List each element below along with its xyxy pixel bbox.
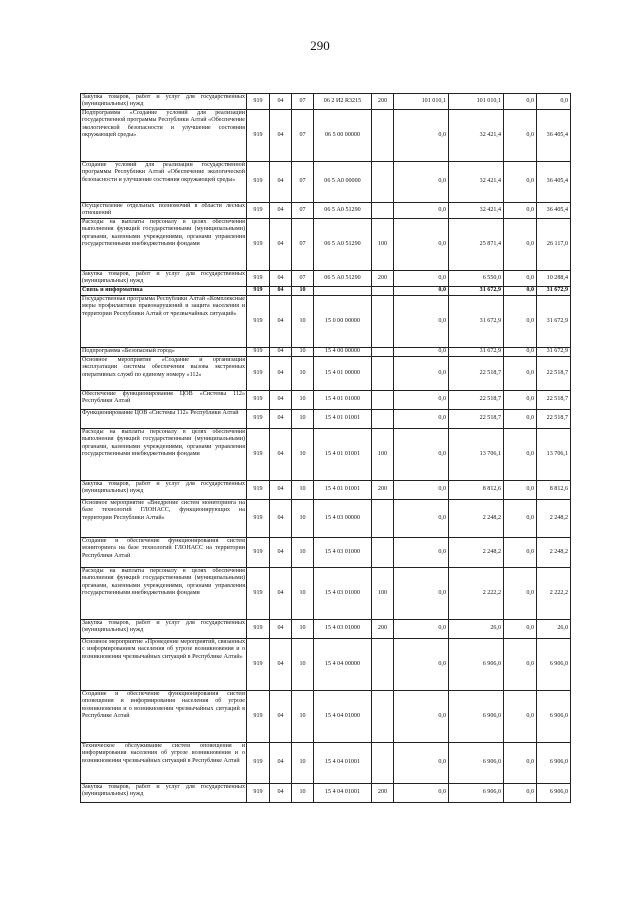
row-grbs-cell: 919 <box>247 481 270 500</box>
row-name-cell: Обеспечение функционирования ЦОВ «Системы 112» Республики Алтай <box>81 391 247 410</box>
row-sum-4-cell: 2 248,2 <box>537 538 571 568</box>
row-grbs-cell: 919 <box>247 219 270 271</box>
row-sum-3-cell: 0,0 <box>504 429 537 481</box>
table-row <box>81 743 571 784</box>
row-target-article-cell: 15 4 04 01001 <box>314 784 372 803</box>
row-subsection-cell: 10 <box>292 743 314 784</box>
row-sum-2-cell: 101 010,1 <box>449 94 504 110</box>
row-name-cell: Закупка товаров, работ и услуг для государственных (муниципальных) нужд <box>81 620 247 639</box>
row-target-article-cell: 15 4 04 01001 <box>314 743 372 784</box>
row-sum-3-cell: 0,0 <box>504 271 537 287</box>
row-sum-4-cell: 31 672,9 <box>537 287 571 296</box>
row-target-article-cell: 15 4 01 01001 <box>314 481 372 500</box>
row-subsection-cell: 10 <box>292 620 314 639</box>
row-sum-4-cell: 6 906,0 <box>537 743 571 784</box>
row-grbs-cell: 919 <box>247 691 270 743</box>
row-sum-2-cell: 25 871,4 <box>449 219 504 271</box>
row-sum-2-cell: 6 906,0 <box>449 639 504 691</box>
row-expense-type-cell <box>372 410 394 429</box>
table-row <box>81 296 571 348</box>
row-sum-2-cell: 2 248,2 <box>449 500 504 538</box>
row-section-cell: 04 <box>270 271 292 287</box>
row-sum-2-cell: 6 550,0 <box>449 271 504 287</box>
row-expense-type-cell: 200 <box>372 94 394 110</box>
row-subsection-cell: 10 <box>292 410 314 429</box>
budget-table-body <box>81 94 571 803</box>
row-subsection-cell: 10 <box>292 784 314 803</box>
row-grbs-cell: 919 <box>247 639 270 691</box>
row-subsection-cell: 10 <box>292 639 314 691</box>
row-grbs-cell: 919 <box>247 429 270 481</box>
row-grbs-cell: 919 <box>247 743 270 784</box>
row-sum-3-cell: 0,0 <box>504 568 537 620</box>
row-grbs-cell: 919 <box>247 287 270 296</box>
row-grbs-cell: 919 <box>247 568 270 620</box>
row-target-article-cell <box>314 287 372 296</box>
row-expense-type-cell: 100 <box>372 568 394 620</box>
row-name-cell: Расходы на выплаты персоналу в целях обеспечения выполнения функций государственными (муниципальными) органами, казенными учреждениями, органами управления государственными внебюджетными фондами <box>81 219 247 271</box>
row-name-cell: Основное мероприятие «Внедрение систем мониторинга на базе технологий ГЛОНАСС, функционирующих на территории Республики Алтай» <box>81 500 247 538</box>
row-name-cell: Создание и обеспечение функционирования систем мониторинга на базе технологий ГЛОНАСС на территории Республики Алтай <box>81 538 247 568</box>
row-subsection-cell: 07 <box>292 110 314 162</box>
table-row <box>81 568 571 620</box>
row-target-article-cell: 06 5 00 00000 <box>314 110 372 162</box>
row-sum-3-cell: 0,0 <box>504 348 537 357</box>
row-section-cell: 04 <box>270 391 292 410</box>
row-sum-1-cell: 0,0 <box>394 162 449 203</box>
table-row <box>81 620 571 639</box>
table-row <box>81 429 571 481</box>
row-subsection-cell: 07 <box>292 271 314 287</box>
table-row <box>81 271 571 287</box>
row-target-article-cell: 06 5 А0 51290 <box>314 203 372 219</box>
row-sum-1-cell: 0,0 <box>394 691 449 743</box>
row-sum-3-cell: 0,0 <box>504 357 537 391</box>
row-sum-3-cell: 0,0 <box>504 639 537 691</box>
row-target-article-cell: 06 5 А0 00000 <box>314 162 372 203</box>
row-sum-1-cell: 0,0 <box>394 429 449 481</box>
row-sum-4-cell: 6 906,0 <box>537 639 571 691</box>
row-section-cell: 04 <box>270 500 292 538</box>
row-sum-3-cell: 0,0 <box>504 481 537 500</box>
row-target-article-cell: 06 2 И2 R3215 <box>314 94 372 110</box>
row-sum-2-cell: 22 518,7 <box>449 410 504 429</box>
table-row <box>81 500 571 538</box>
row-grbs-cell: 919 <box>247 162 270 203</box>
row-section-cell: 04 <box>270 481 292 500</box>
row-sum-3-cell: 0,0 <box>504 500 537 538</box>
row-section-cell: 04 <box>270 620 292 639</box>
row-target-article-cell: 15 4 03 00000 <box>314 500 372 538</box>
row-subsection-cell: 10 <box>292 481 314 500</box>
row-sum-4-cell: 31 672,9 <box>537 348 571 357</box>
row-name-cell: Основное мероприятие «Проведение мероприятий, связанных с информированием населения об угрозе возникновения и о возникновении чрезвычайных ситуаций в Республике Алтай» <box>81 639 247 691</box>
row-subsection-cell: 10 <box>292 538 314 568</box>
row-sum-2-cell: 31 672,9 <box>449 296 504 348</box>
row-sum-1-cell: 0,0 <box>394 287 449 296</box>
row-sum-2-cell: 32 421,4 <box>449 203 504 219</box>
row-grbs-cell: 919 <box>247 620 270 639</box>
row-section-cell: 04 <box>270 203 292 219</box>
row-sum-4-cell: 2 222,2 <box>537 568 571 620</box>
row-section-cell: 04 <box>270 348 292 357</box>
row-sum-1-cell: 0,0 <box>394 481 449 500</box>
row-target-article-cell: 15 4 04 01000 <box>314 691 372 743</box>
row-sum-2-cell: 26,0 <box>449 620 504 639</box>
table-row <box>81 287 571 296</box>
row-subsection-cell: 07 <box>292 203 314 219</box>
row-name-cell: Техническое обслуживание систем оповещения и информирования населения об угрозе возникновения и о возникновении чрезвычайных ситуаций в Республике Алтай <box>81 743 247 784</box>
table-row <box>81 639 571 691</box>
row-expense-type-cell <box>372 203 394 219</box>
row-sum-4-cell: 6 906,0 <box>537 691 571 743</box>
row-name-cell: Государственная программа Республики Алтай «Комплексные меры профилактики правонарушений и защита населения и территории Республики Алтай от чрезвычайных ситуаций» <box>81 296 247 348</box>
row-section-cell: 04 <box>270 94 292 110</box>
row-target-article-cell: 15 4 04 00000 <box>314 639 372 691</box>
row-sum-2-cell: 13 706,1 <box>449 429 504 481</box>
row-section-cell: 04 <box>270 410 292 429</box>
row-sum-3-cell: 0,0 <box>504 203 537 219</box>
row-sum-4-cell: 36 405,4 <box>537 162 571 203</box>
row-expense-type-cell <box>372 743 394 784</box>
row-sum-4-cell: 36 405,4 <box>537 203 571 219</box>
row-sum-2-cell: 2 248,2 <box>449 538 504 568</box>
row-grbs-cell: 919 <box>247 357 270 391</box>
row-sum-2-cell: 31 672,9 <box>449 287 504 296</box>
row-target-article-cell: 15 4 03 01000 <box>314 568 372 620</box>
row-sum-2-cell: 22 518,7 <box>449 391 504 410</box>
row-target-article-cell: 06 5 А0 51290 <box>314 219 372 271</box>
row-section-cell: 04 <box>270 162 292 203</box>
row-expense-type-cell <box>372 691 394 743</box>
row-sum-4-cell: 10 288,4 <box>537 271 571 287</box>
row-expense-type-cell <box>372 500 394 538</box>
row-expense-type-cell <box>372 357 394 391</box>
row-section-cell: 04 <box>270 691 292 743</box>
row-grbs-cell: 919 <box>247 94 270 110</box>
row-sum-3-cell: 0,0 <box>504 691 537 743</box>
row-sum-2-cell: 22 518,7 <box>449 357 504 391</box>
row-name-cell: Закупка товаров, работ и услуг для государственных (муниципальных) нужд <box>81 94 247 110</box>
row-name-cell: Связь и информатика <box>81 287 247 296</box>
row-name-cell: Основное мероприятие «Создание и организация эксплуатации системы обеспечения вызова экстренных оперативных служб по единому номеру «112» <box>81 357 247 391</box>
row-sum-4-cell: 13 706,1 <box>537 429 571 481</box>
table-row <box>81 203 571 219</box>
row-name-cell: Расходы на выплаты персоналу в целях обеспечения выполнения функций государственными (муниципальными) органами, казенными учреждениями, органами управления государственными внебюджетными фондами <box>81 429 247 481</box>
row-sum-4-cell: 36 405,4 <box>537 110 571 162</box>
table-row <box>81 219 571 271</box>
row-subsection-cell: 10 <box>292 568 314 620</box>
row-sum-1-cell: 0,0 <box>394 357 449 391</box>
row-subsection-cell: 10 <box>292 691 314 743</box>
row-section-cell: 04 <box>270 568 292 620</box>
row-expense-type-cell: 200 <box>372 784 394 803</box>
row-section-cell: 04 <box>270 296 292 348</box>
row-sum-3-cell: 0,0 <box>504 620 537 639</box>
row-subsection-cell: 10 <box>292 429 314 481</box>
row-target-article-cell: 15 4 00 00000 <box>314 348 372 357</box>
row-sum-3-cell: 0,0 <box>504 784 537 803</box>
row-expense-type-cell <box>372 348 394 357</box>
row-subsection-cell: 07 <box>292 219 314 271</box>
row-sum-3-cell: 0,0 <box>504 219 537 271</box>
row-target-article-cell: 15 4 03 01000 <box>314 620 372 639</box>
row-expense-type-cell <box>372 296 394 348</box>
row-name-cell: Закупка товаров, работ и услуг для государственных (муниципальных) нужд <box>81 784 247 803</box>
row-sum-4-cell: 22 518,7 <box>537 410 571 429</box>
row-target-article-cell: 06 5 А0 51290 <box>314 271 372 287</box>
table-row <box>81 481 571 500</box>
row-sum-3-cell: 0,0 <box>504 538 537 568</box>
row-expense-type-cell <box>372 538 394 568</box>
row-sum-1-cell: 0,0 <box>394 348 449 357</box>
row-target-article-cell: 15 4 01 01001 <box>314 410 372 429</box>
row-sum-2-cell: 6 906,0 <box>449 743 504 784</box>
row-name-cell: Расходы на выплаты персоналу в целях обеспечения выполнения функций государственными (муниципальными) органами, казенными учреждениями, органами управления государственными внебюджетными фондами <box>81 568 247 620</box>
row-name-cell: Подпрограмма «Безопасный город» <box>81 348 247 357</box>
table-row <box>81 94 571 110</box>
row-grbs-cell: 919 <box>247 203 270 219</box>
row-name-cell: Подпрограмма «Создание условий для реализации государственной программы Республики Алтай «Обеспечение экологической безопасности и улучшение состояния окружающей среды» <box>81 110 247 162</box>
row-section-cell: 04 <box>270 219 292 271</box>
row-sum-2-cell: 32 421,4 <box>449 110 504 162</box>
row-grbs-cell: 919 <box>247 391 270 410</box>
table-row <box>81 538 571 568</box>
row-expense-type-cell: 200 <box>372 481 394 500</box>
table-row <box>81 162 571 203</box>
row-sum-3-cell: 0,0 <box>504 110 537 162</box>
row-subsection-cell: 10 <box>292 500 314 538</box>
row-sum-2-cell: 2 222,2 <box>449 568 504 620</box>
row-sum-1-cell: 0,0 <box>394 538 449 568</box>
row-sum-1-cell: 0,0 <box>394 296 449 348</box>
row-sum-1-cell: 0,0 <box>394 203 449 219</box>
row-sum-3-cell: 0,0 <box>504 743 537 784</box>
row-sum-3-cell: 0,0 <box>504 162 537 203</box>
row-sum-4-cell: 22 518,7 <box>537 391 571 410</box>
row-name-cell: Функционирование ЦОВ «Системы 112» Республики Алтай <box>81 410 247 429</box>
row-name-cell: Закупка товаров, работ и услуг для государственных (муниципальных) нужд <box>81 481 247 500</box>
row-name-cell: Закупка товаров, работ и услуг для государственных (муниципальных) нужд <box>81 271 247 287</box>
row-sum-1-cell: 0,0 <box>394 391 449 410</box>
row-grbs-cell: 919 <box>247 110 270 162</box>
row-subsection-cell: 10 <box>292 296 314 348</box>
row-sum-4-cell: 26 117,0 <box>537 219 571 271</box>
row-section-cell: 04 <box>270 357 292 391</box>
row-section-cell: 04 <box>270 287 292 296</box>
row-target-article-cell: 15 4 01 00000 <box>314 357 372 391</box>
table-row <box>81 110 571 162</box>
row-grbs-cell: 919 <box>247 348 270 357</box>
row-sum-1-cell: 0,0 <box>394 410 449 429</box>
budget-table <box>80 93 571 803</box>
row-subsection-cell: 10 <box>292 287 314 296</box>
row-sum-2-cell: 6 906,0 <box>449 784 504 803</box>
row-grbs-cell: 919 <box>247 500 270 538</box>
row-section-cell: 04 <box>270 639 292 691</box>
row-sum-1-cell: 0,0 <box>394 110 449 162</box>
table-row <box>81 691 571 743</box>
row-grbs-cell: 919 <box>247 784 270 803</box>
page-number: 290 <box>310 38 330 53</box>
row-expense-type-cell <box>372 110 394 162</box>
row-sum-1-cell: 101 010,1 <box>394 94 449 110</box>
row-sum-2-cell: 6 906,0 <box>449 691 504 743</box>
table-row <box>81 357 571 391</box>
row-sum-4-cell: 6 906,0 <box>537 784 571 803</box>
row-sum-4-cell: 2 248,2 <box>537 500 571 538</box>
row-target-article-cell: 15 0 00 00000 <box>314 296 372 348</box>
row-sum-4-cell: 0,0 <box>537 94 571 110</box>
row-section-cell: 04 <box>270 429 292 481</box>
row-expense-type-cell <box>372 287 394 296</box>
row-target-article-cell: 15 4 01 01001 <box>314 429 372 481</box>
row-section-cell: 04 <box>270 538 292 568</box>
table-row <box>81 391 571 410</box>
table-row <box>81 784 571 803</box>
row-sum-2-cell: 8 812,6 <box>449 481 504 500</box>
row-target-article-cell: 15 4 03 01000 <box>314 538 372 568</box>
row-sum-3-cell: 0,0 <box>504 391 537 410</box>
row-expense-type-cell <box>372 162 394 203</box>
row-sum-1-cell: 0,0 <box>394 620 449 639</box>
row-sum-3-cell: 0,0 <box>504 94 537 110</box>
row-sum-2-cell: 32 421,4 <box>449 162 504 203</box>
row-sum-1-cell: 0,0 <box>394 271 449 287</box>
row-grbs-cell: 919 <box>247 271 270 287</box>
row-section-cell: 04 <box>270 784 292 803</box>
table-row <box>81 348 571 357</box>
row-sum-1-cell: 0,0 <box>394 568 449 620</box>
row-name-cell: Осуществление отдельных полномочий в области лесных отношений <box>81 203 247 219</box>
row-subsection-cell: 10 <box>292 348 314 357</box>
row-sum-4-cell: 31 672,9 <box>537 296 571 348</box>
row-name-cell: Создание условий для реализации государственной программы Республики Алтай «Обеспечение экологической безопасности и улучшение состояния окружающей среды» <box>81 162 247 203</box>
row-sum-3-cell: 0,0 <box>504 296 537 348</box>
row-expense-type-cell: 200 <box>372 620 394 639</box>
row-expense-type-cell <box>372 639 394 691</box>
row-sum-2-cell: 31 672,9 <box>449 348 504 357</box>
row-grbs-cell: 919 <box>247 538 270 568</box>
row-subsection-cell: 10 <box>292 391 314 410</box>
row-sum-3-cell: 0,0 <box>504 287 537 296</box>
row-expense-type-cell <box>372 391 394 410</box>
row-section-cell: 04 <box>270 110 292 162</box>
row-sum-1-cell: 0,0 <box>394 784 449 803</box>
row-sum-1-cell: 0,0 <box>394 639 449 691</box>
row-sum-4-cell: 8 812,6 <box>537 481 571 500</box>
row-subsection-cell: 07 <box>292 162 314 203</box>
row-expense-type-cell: 100 <box>372 429 394 481</box>
row-sum-1-cell: 0,0 <box>394 219 449 271</box>
row-section-cell: 04 <box>270 743 292 784</box>
row-sum-4-cell: 26,0 <box>537 620 571 639</box>
row-subsection-cell: 07 <box>292 94 314 110</box>
row-target-article-cell: 15 4 01 01000 <box>314 391 372 410</box>
row-grbs-cell: 919 <box>247 410 270 429</box>
row-sum-3-cell: 0,0 <box>504 410 537 429</box>
row-name-cell: Создание и обеспечение функционирования систем оповещения и информирования населения об угрозе возникновения и о возникновении чрезвычайных ситуаций в Республике Алтай <box>81 691 247 743</box>
row-expense-type-cell: 100 <box>372 219 394 271</box>
row-grbs-cell: 919 <box>247 296 270 348</box>
row-subsection-cell: 10 <box>292 357 314 391</box>
table-row <box>81 410 571 429</box>
row-sum-4-cell: 22 518,7 <box>537 357 571 391</box>
row-sum-1-cell: 0,0 <box>394 500 449 538</box>
row-sum-1-cell: 0,0 <box>394 743 449 784</box>
row-expense-type-cell: 200 <box>372 271 394 287</box>
